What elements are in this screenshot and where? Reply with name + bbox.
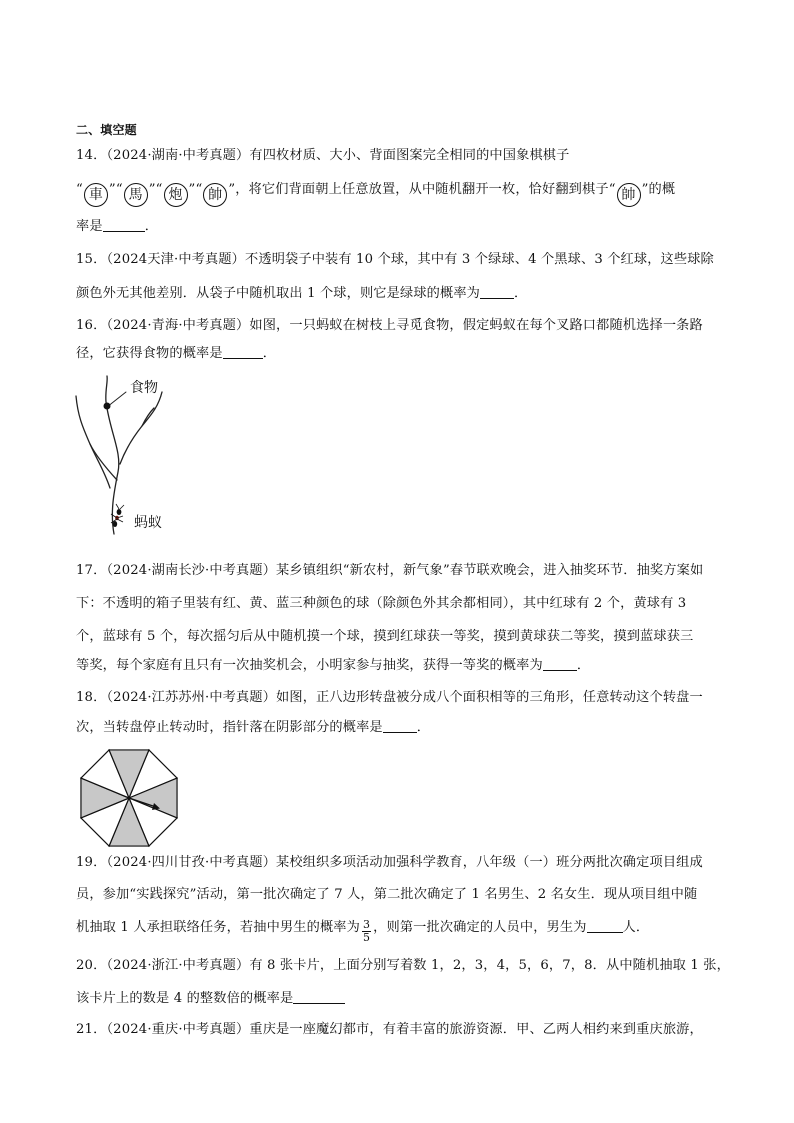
- answer-blank-17[interactable]: [543, 657, 577, 671]
- ant-tree-figure: [70, 372, 190, 542]
- food-label: 食物: [130, 380, 158, 396]
- q16-line-1: 16．（2024·青海·中考真题）如图，一只蚂蚁在树枝上寻觅食物，假定蚂蚁在每个叉路口都随机选择一条路: [76, 318, 703, 333]
- q18-line-2: [76, 719, 430, 736]
- q19-line-1: 19．（2024·四川甘孜·中考真题）某校组织多项活动加强科学教育，八年级（一）班分两批次确定项目组成: [76, 855, 703, 870]
- close-quote: ”: [108, 182, 116, 197]
- open-quote: “: [195, 182, 203, 197]
- q16-line-2-text: 径，它获得食物的概率是: [76, 346, 223, 361]
- q17-line-1: 17．（2024·湖南长沙·中考真题）某乡镇组织“新农村，新气象”春节联欢晚会，进入抽奖环节．抽奖方案如: [76, 563, 704, 578]
- q19-line-3-text-b: ，则第一批次确定的人员中，男生为: [373, 920, 587, 935]
- close-quote: ”: [228, 182, 236, 197]
- end-punct: ．: [576, 658, 591, 673]
- q20-line-2-text: 该卡片上的数是 4 的整数倍的概率是: [76, 991, 294, 1006]
- answer-blank-15[interactable]: [480, 285, 514, 299]
- chess-piece-shuai-target: 帥: [617, 183, 641, 207]
- q16-line-2: [76, 345, 276, 362]
- end-punct: ．: [416, 720, 431, 735]
- q14-line-1: 14．（2024·湖南·中考真题）有四枚材质、大小、背面图案完全相同的中国象棋棋子: [76, 148, 570, 163]
- answer-blank-14[interactable]: [103, 218, 145, 232]
- q17-line-2: 下：不透明的箱子里装有红、黄、蓝三种颜色的球（除颜色外其余都相同），其中红球有 2 个，黄球有 3: [76, 596, 687, 611]
- open-quote: “: [115, 182, 123, 197]
- answer-blank-20[interactable]: [293, 990, 345, 1004]
- q21-line-1: 21．（2024·重庆·中考真题）重庆是一座魔幻都市，有着丰富的旅游资源．甲、乙两人相约来到重庆旅游，: [76, 1022, 703, 1037]
- chess-piece-shuai: 帥: [203, 183, 227, 207]
- q14-line-2: [76, 182, 675, 207]
- q14-line-2-end: ”的概: [641, 182, 676, 197]
- q19-line-3: [76, 919, 649, 944]
- ant-label: 蚂蚁: [134, 515, 162, 531]
- chess-piece-pao: 炮: [164, 183, 188, 207]
- q19-line-3-text-a: 机抽取 1 人承担联络任务，若抽中男生的概率为: [76, 920, 360, 935]
- q19-line-3-text-c: 人．: [622, 920, 650, 935]
- open-quote: “: [155, 182, 163, 197]
- answer-blank-19[interactable]: [587, 919, 623, 933]
- q14-line-3-text: 率是: [76, 219, 103, 234]
- q14-line-3: [76, 218, 158, 235]
- answer-blank-16[interactable]: [223, 345, 263, 359]
- food-dot: [104, 403, 111, 410]
- close-quote: ”: [188, 182, 196, 197]
- chess-piece-ma: 馬: [124, 183, 148, 207]
- q20-line-2: [76, 990, 345, 1007]
- q18-line-1: 18．（2024·江苏苏州·中考真题）如图，正八边形转盘被分成八个面积相等的三角形，任意转动这个转盘一: [76, 690, 703, 705]
- q18-line-2-text: 次，当转盘停止转动时，指针落在阴影部分的概率是: [76, 720, 383, 735]
- left-branch: [76, 396, 117, 480]
- q19-line-2: 员，参加“实践探究”活动，第一批次确定了 7 人，第二批次确定了 1 名男生、2 名女生．现从项目组中随: [76, 887, 698, 902]
- q17-line-4-text: 等奖，每个家庭有且只有一次抽奖机会，小明家参与抽奖，获得一等奖的概率为: [76, 658, 543, 673]
- fraction-three-fifths: [362, 919, 371, 944]
- close-quote: ”: [148, 182, 156, 197]
- right-branch: [120, 392, 162, 464]
- end-punct: ．: [144, 219, 159, 234]
- q20-line-1: 20．（2024·浙江·中考真题）有 8 张卡片，上面分别写着数 1，2，3，4，5，6，7，8．从中随机抽取 1 张，: [76, 958, 730, 973]
- left-sub-branch: [90, 444, 110, 488]
- q15-line-2-text: 颜色外无其他差别．从袋子中随机取出 1 个球，则它是绿球的概率为: [76, 286, 481, 301]
- section-title: 二、填空题: [76, 123, 137, 137]
- right-twig: [142, 408, 154, 426]
- fraction-denominator: 5: [362, 931, 371, 944]
- fraction-numerator: 3: [362, 918, 371, 931]
- octagon-spinner-figure: [74, 743, 184, 853]
- open-quote: “: [76, 182, 83, 197]
- end-punct: ．: [514, 286, 528, 301]
- answer-blank-18[interactable]: [383, 719, 417, 733]
- q17-line-4: [76, 657, 590, 674]
- end-punct: ．: [262, 346, 277, 361]
- q15-line-1: 15．（2024天津·中考真题）不透明袋子中装有 10 个球，其中有 3 个绿球、4 个黑球、3 个红球，这些球除: [76, 252, 714, 267]
- chess-piece-che: 車: [84, 183, 108, 207]
- q15-line-2: [76, 285, 527, 302]
- q17-line-3: 个，蓝球有 5 个，每次摇匀后从中随机摸一个球，摸到红球获一等奖，摸到黄球获二等奖，摸到蓝球获三: [76, 629, 694, 644]
- q14-line-2-text: ，将它们背面朝上任意放置，从中随机翻开一枚，恰好翻到棋子“: [235, 182, 616, 197]
